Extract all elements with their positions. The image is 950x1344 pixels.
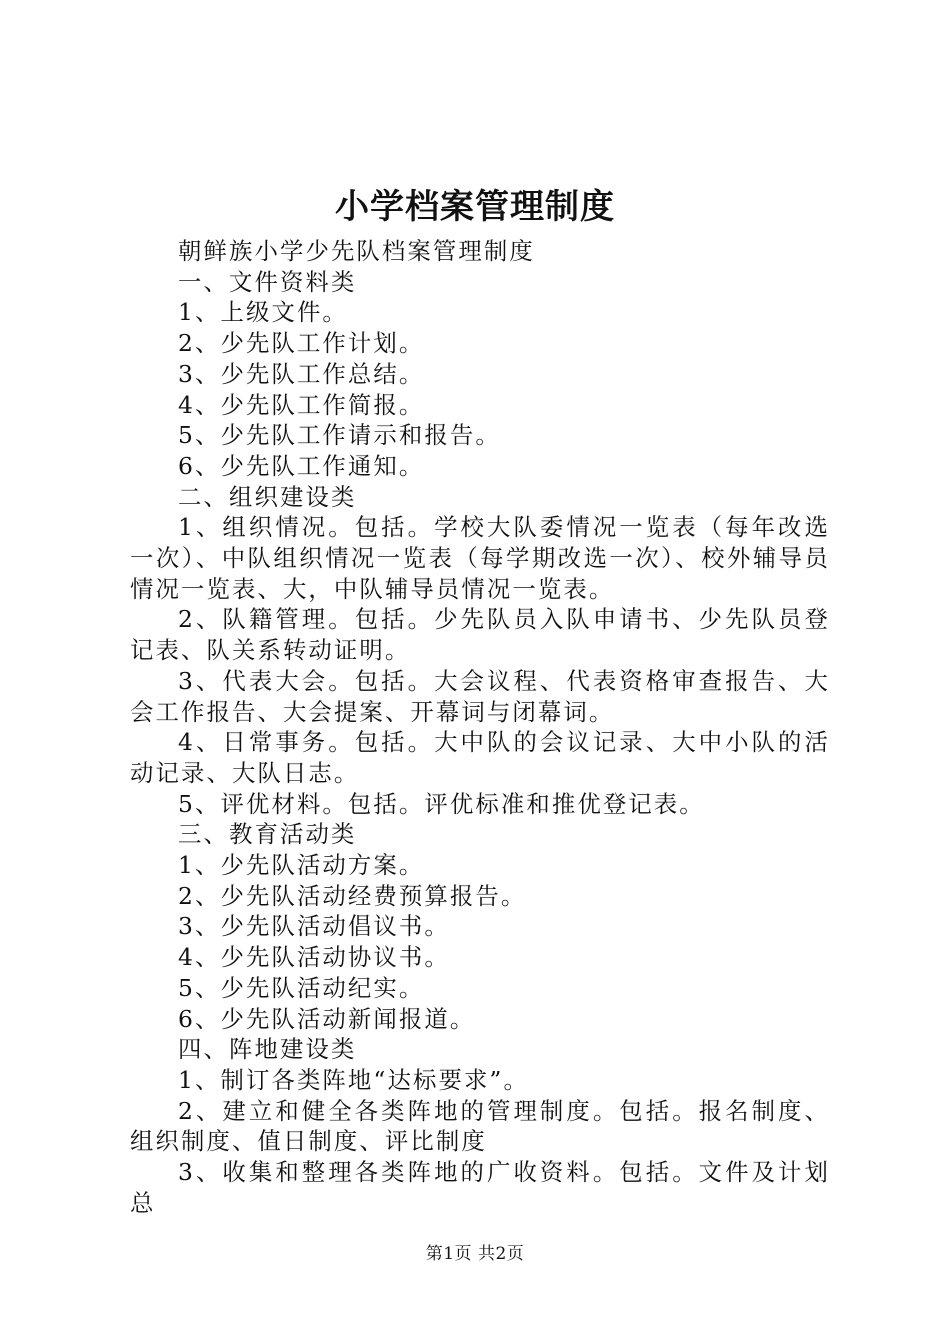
list-item: 1、上级文件。 — [178, 298, 348, 327]
list-item: 1、少先队活动方案。 — [178, 851, 425, 880]
list-item: 5、少先队活动纪实。 — [178, 973, 425, 1002]
paragraph: 3、收集和整理各类阵地的广收资料。包括。文件及计划总 — [130, 1158, 830, 1217]
document-title: 小学档案管理制度 — [335, 187, 615, 227]
page-footer: 第1页 共2页 — [425, 1244, 525, 1264]
paragraph: 2、建立和健全各类阵地的管理制度。包括。报名制度、组织制度、值日制度、评比制度 — [130, 1096, 830, 1156]
list-item: 1、制订各类阵地“达标要求”。 — [178, 1065, 529, 1094]
list-item: 2、少先队工作计划。 — [178, 329, 425, 358]
list-item: 2、少先队活动经费预算报告。 — [178, 881, 527, 910]
list-item: 4、少先队工作简报。 — [178, 390, 425, 419]
document-body — [130, 236, 830, 1219]
list-item: 5、评优材料。包括。评优标准和推优登记表。 — [178, 789, 705, 818]
paragraph: 2、队籍管理。包括。少先队员入队申请书、少先队员登记表、队关系转动证明。 — [130, 605, 830, 665]
list-item: 3、少先队活动倡议书。 — [178, 912, 450, 941]
list-item: 6、少先队活动新闻报道。 — [178, 1004, 476, 1033]
paragraph: 4、日常事务。包括。大中队的会议记录、大中小队的活动记录、大队日志。 — [130, 728, 830, 787]
list-item: 6、少先队工作通知。 — [178, 451, 425, 480]
list-item: 5、少先队工作请示和报告。 — [178, 421, 501, 450]
section-heading: 一、文件资料类 — [178, 267, 357, 296]
section-heading: 三、教育活动类 — [178, 820, 357, 849]
section-heading: 四、阵地建设类 — [178, 1035, 357, 1064]
list-item: 4、少先队活动协议书。 — [178, 943, 450, 972]
subtitle-line: 朝鲜族小学少先队档案管理制度 — [178, 237, 535, 265]
section-heading: 二、组织建设类 — [178, 482, 357, 511]
paragraph: 1、组织情况。包括。学校大队委情况一览表（每年改选一次）、中队组织情况一览表（每学期改选一次）、校外辅导员情况一览表、大，中队辅导员情况一览表。 — [130, 513, 830, 603]
list-item: 3、少先队工作总结。 — [178, 359, 425, 388]
paragraph: 3、代表大会。包括。大会议程、代表资格审查报告、大会工作报告、大会提案、开幕词与闭幕词。 — [130, 666, 830, 726]
